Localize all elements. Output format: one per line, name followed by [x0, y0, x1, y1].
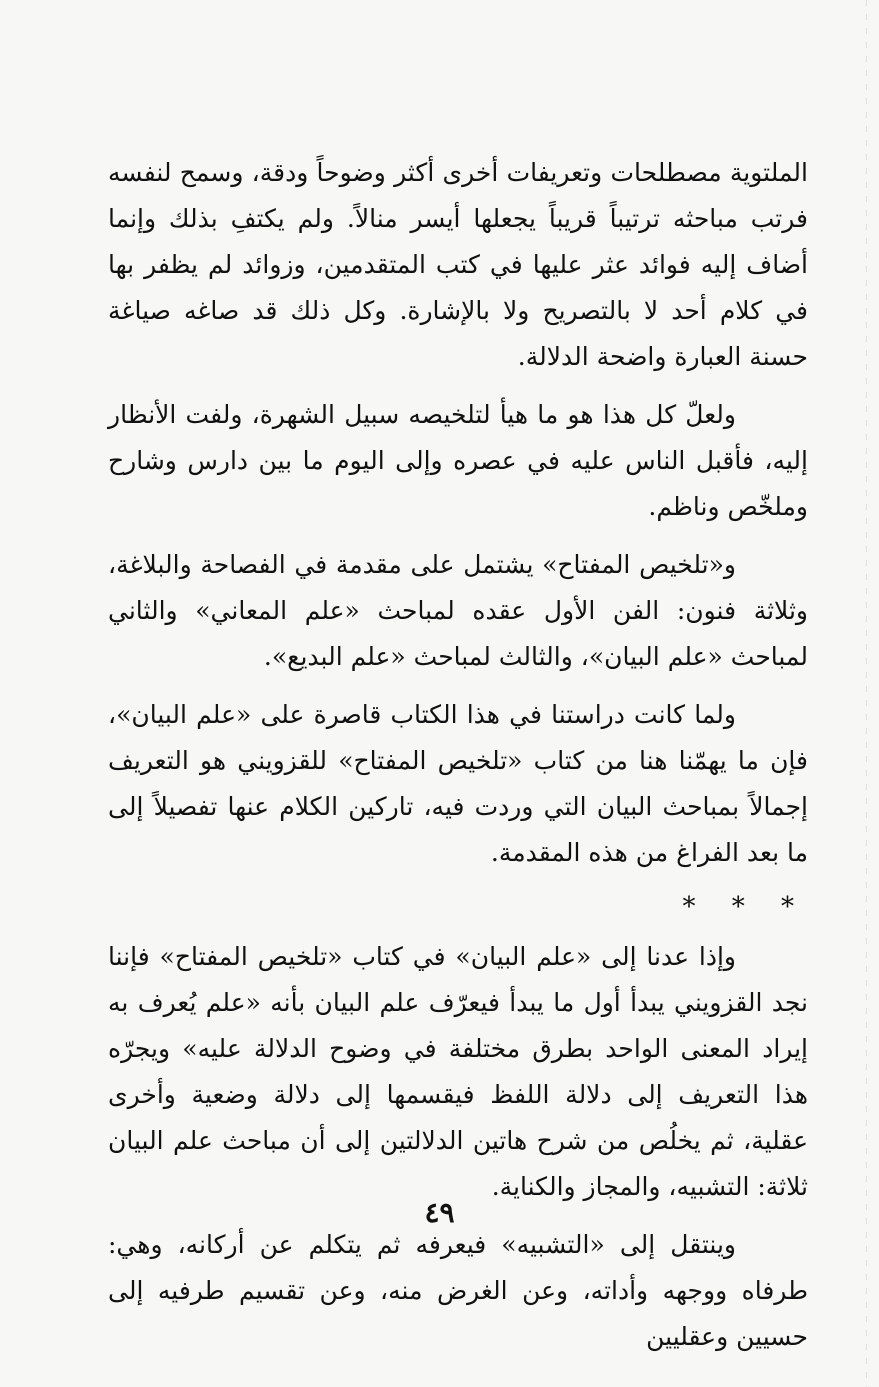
paragraph-2: ولعلّ كل هذا هو ما هيأ لتلخيصه سبيل الشهرة، ولفت الأنظار إليه، فأقبل الناس عليه في عصره وإلى اليوم ما بين دارس وشارح وملخّص وناظم. — [108, 400, 808, 521]
paragraph-4: ولما كانت دراستنا في هذا الكتاب قاصرة على «علم البيان»، فإن ما يهمّنا هنا من كتاب «تلخيص المفتاح» للقزويني هو التعريف إجمالاً بمباحث البيان التي وردت فيه، تاركين الكلام عنها تفصيلاً إلى ما بعد الفراغ من هذه المقدمة. — [108, 700, 808, 867]
page-edge-line — [866, 0, 867, 1387]
section-separator: * * * — [682, 892, 808, 922]
body-text — [108, 150, 808, 1372]
paragraph-6: وينتقل إلى «التشبيه» فيعرفه ثم يتكلم عن أركانه، وهي: طرفاه ووجهه وأداته، وعن الغرض منه، وعن تقسيم طرفيه إلى حسيين وعقليين — [108, 1230, 808, 1351]
paragraph-1: الملتوية مصطلحات وتعريفات أخرى أكثر وضوحاً ودقة، وسمح لنفسه فرتب مباحثه ترتيباً قريباً يجعلها أيسر منالاً. ولم يكتفِ بذلك وإنما أضاف إليه فوائد عثر عليها في كتب المتقدمين، وزوائد لم يظفر بها في كلام أحد لا بالتصريح ولا بالإشارة. وكل ذلك قد صاغه صياغة حسنة العبارة واضحة الدلالة. — [108, 158, 808, 371]
paragraph-5: وإذا عدنا إلى «علم البيان» في كتاب «تلخيص المفتاح» فإننا نجد القزويني يبدأ أول ما يبدأ فيعرّف علم البيان بأنه «علم يُعرف به إيراد المعنى الواحد بطرق مختلفة في وضوح الدلالة عليه» ويجرّه هذا التعريف إلى دلالة اللفظ فيقسمها إلى دلالة وضعية وأخرى عقلية، ثم يخلُص من شرح هاتين الدلالتين إلى أن مباحث علم البيان ثلاثة: التشبيه، والمجاز والكناية. — [108, 942, 808, 1201]
page-number: ٤٩ — [424, 1196, 455, 1229]
paragraph-3: و«تلخيص المفتاح» يشتمل على مقدمة في الفصاحة والبلاغة، وثلاثة فنون: الفن الأول عقده لمباحث «علم المعاني» والثاني لمباحث «علم البيان»، والثالث لمباحث «علم البديع». — [108, 550, 808, 671]
